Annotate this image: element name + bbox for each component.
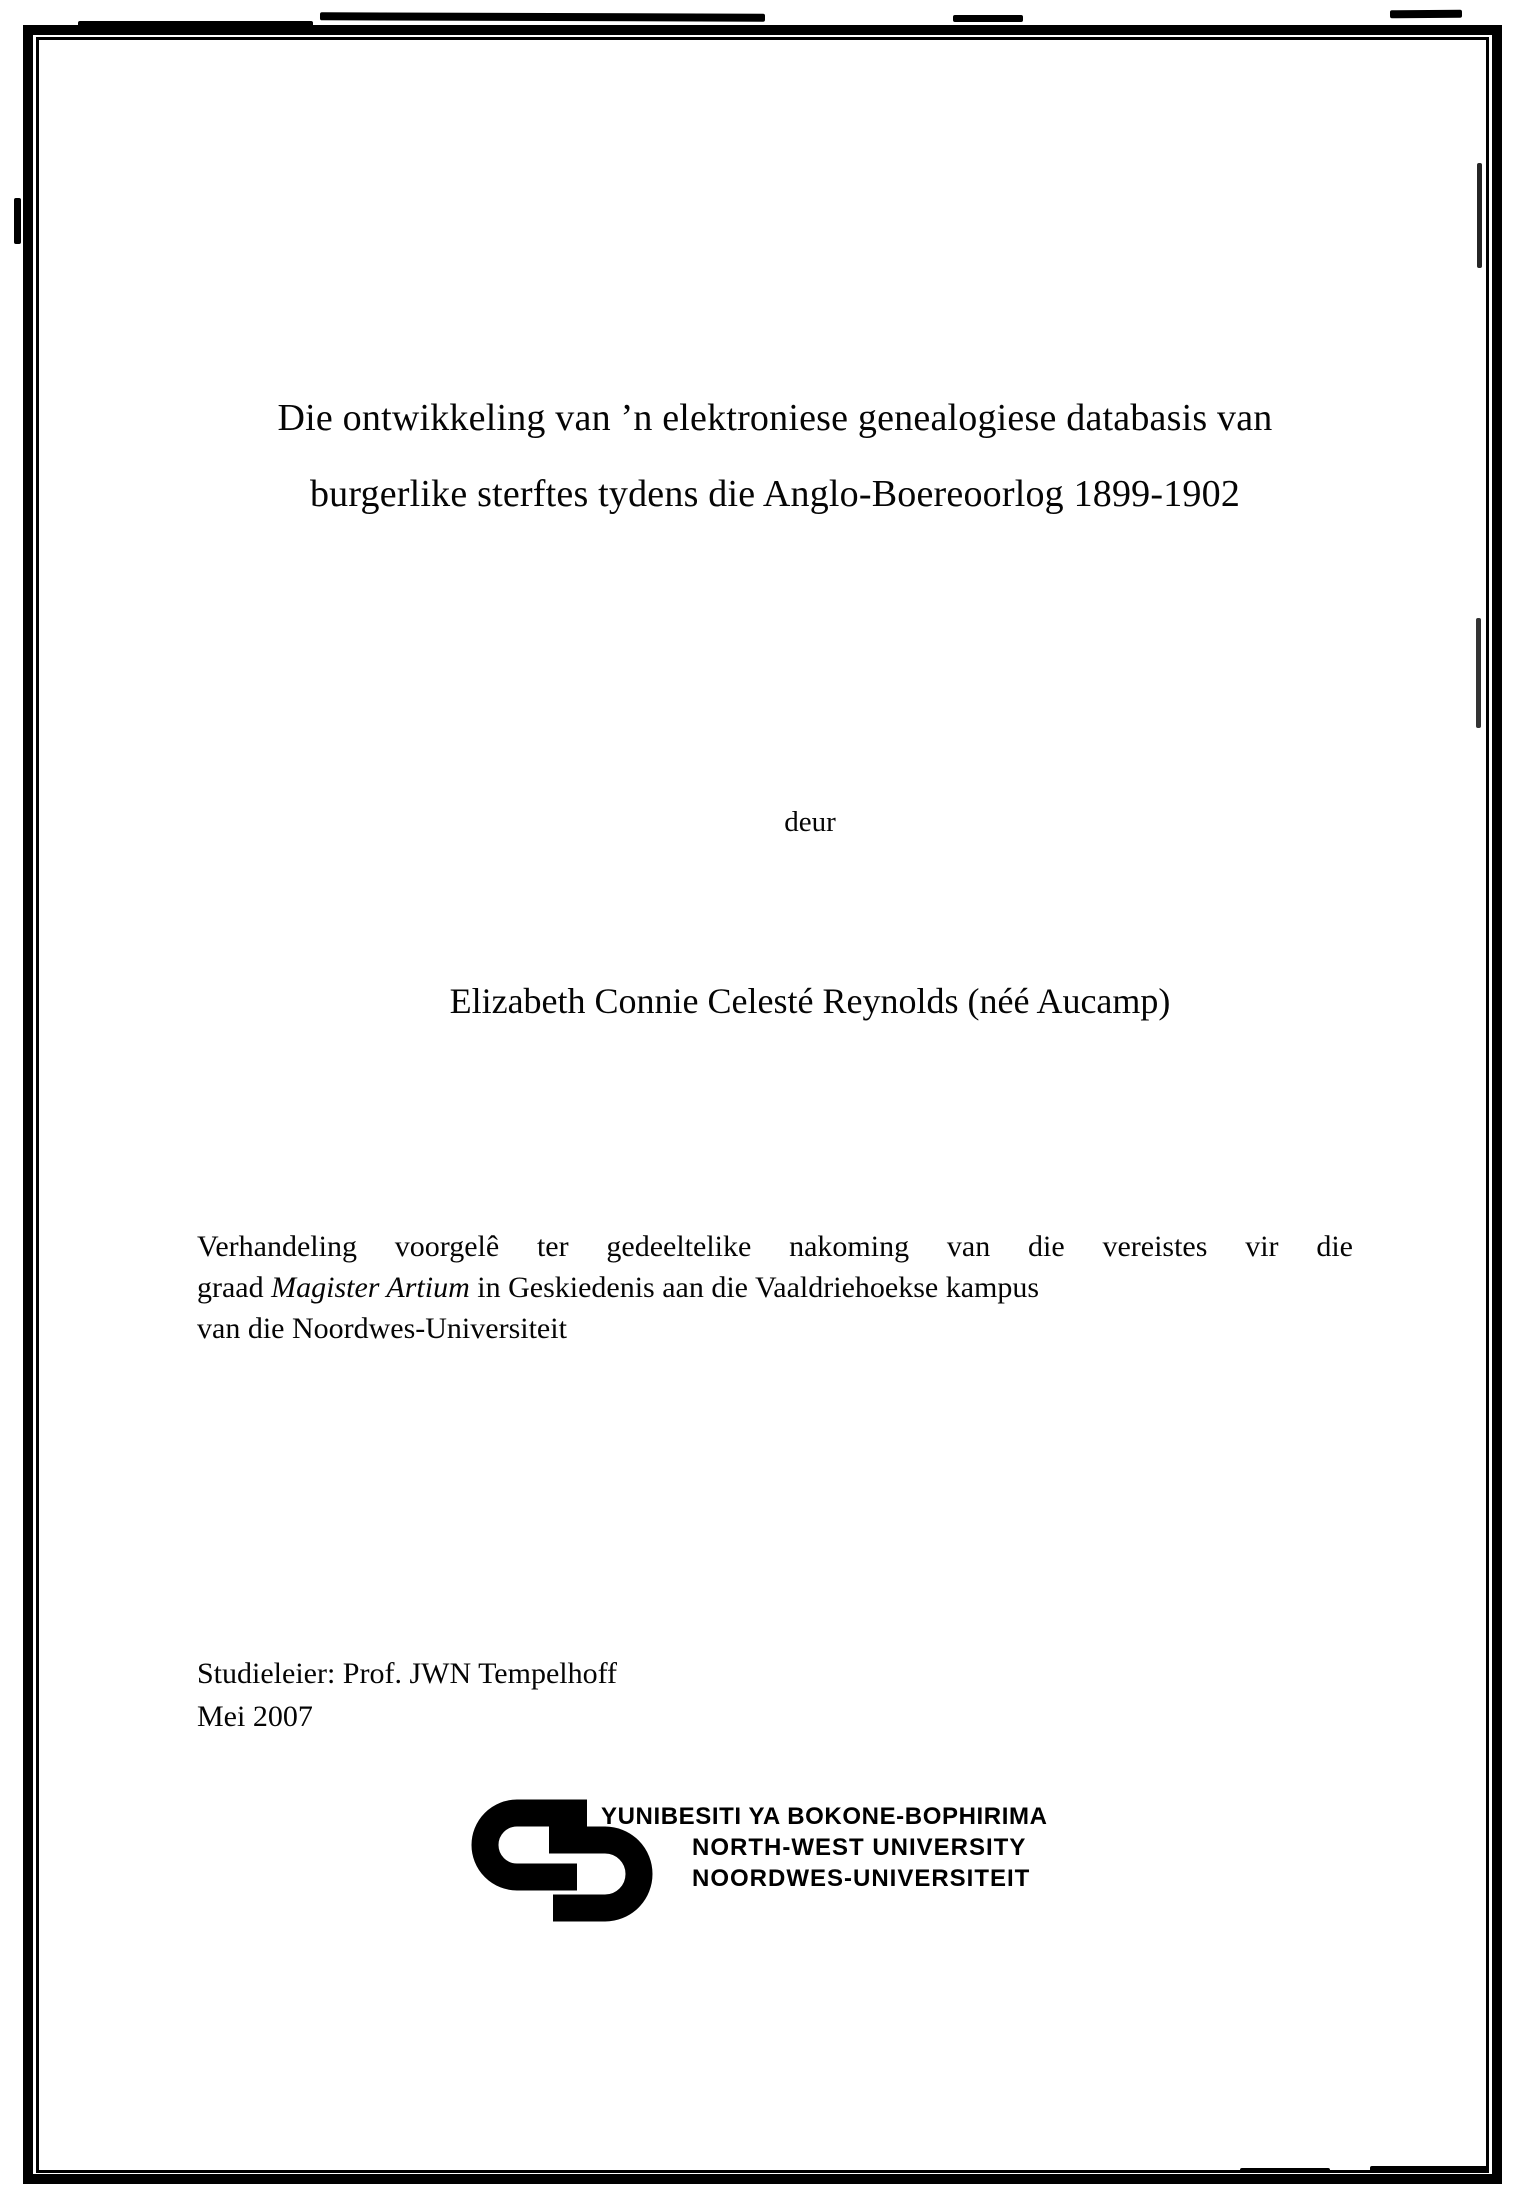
scan-artifact (14, 198, 21, 244)
logo-line-english: NORTH-WEST UNIVERSITY (692, 1834, 1027, 1861)
logo-line-setswana: YUNIBESITI YA BOKONE-BOPHIRIMA (601, 1803, 1048, 1830)
author-name: Elizabeth Connie Celesté Reynolds (néé Aucamp) (449, 981, 1171, 1021)
degree-statement (197, 1226, 1353, 1349)
page-content (197, 0, 1353, 2206)
degree-statement-line2-pre: graad (197, 1271, 272, 1304)
thesis-title-line1: Die ontwikkeling van ’n elektroniese genealogiese databasis van (277, 397, 1273, 439)
supervisor-block (197, 1652, 1353, 1738)
scan-artifact (1477, 163, 1482, 268)
date-line: Mei 2007 (197, 1700, 313, 1733)
degree-name: Magister Artium (271, 1271, 470, 1304)
supervisor-line: Studieleier: Prof. JWN Tempelhoff (197, 1657, 618, 1690)
degree-statement-line1: Verhandeling voorgelê ter gedeeltelike nakoming van die vereistes vir die (197, 1230, 1353, 1263)
degree-statement-line3: van die Noordwes-Universiteit (197, 1312, 567, 1345)
scan-artifact (1390, 10, 1462, 19)
university-logo (459, 1796, 1099, 1936)
university-logo-text (459, 1796, 1099, 1936)
degree-statement-line2-post: in Geskiedenis aan die Vaaldriehoekse kampus (469, 1271, 1040, 1304)
scan-artifact (1370, 2166, 1488, 2172)
thesis-title (197, 380, 1353, 532)
scan-artifact (1476, 618, 1481, 728)
logo-line-afrikaans: NOORDWES-UNIVERSITEIT (692, 1865, 1031, 1892)
byline: deur (784, 806, 836, 838)
degree-statement-line2 (197, 1267, 1353, 1308)
thesis-title-line2: burgerlike sterftes tydens die Anglo-Boereoorlog 1899-1902 (309, 473, 1241, 515)
